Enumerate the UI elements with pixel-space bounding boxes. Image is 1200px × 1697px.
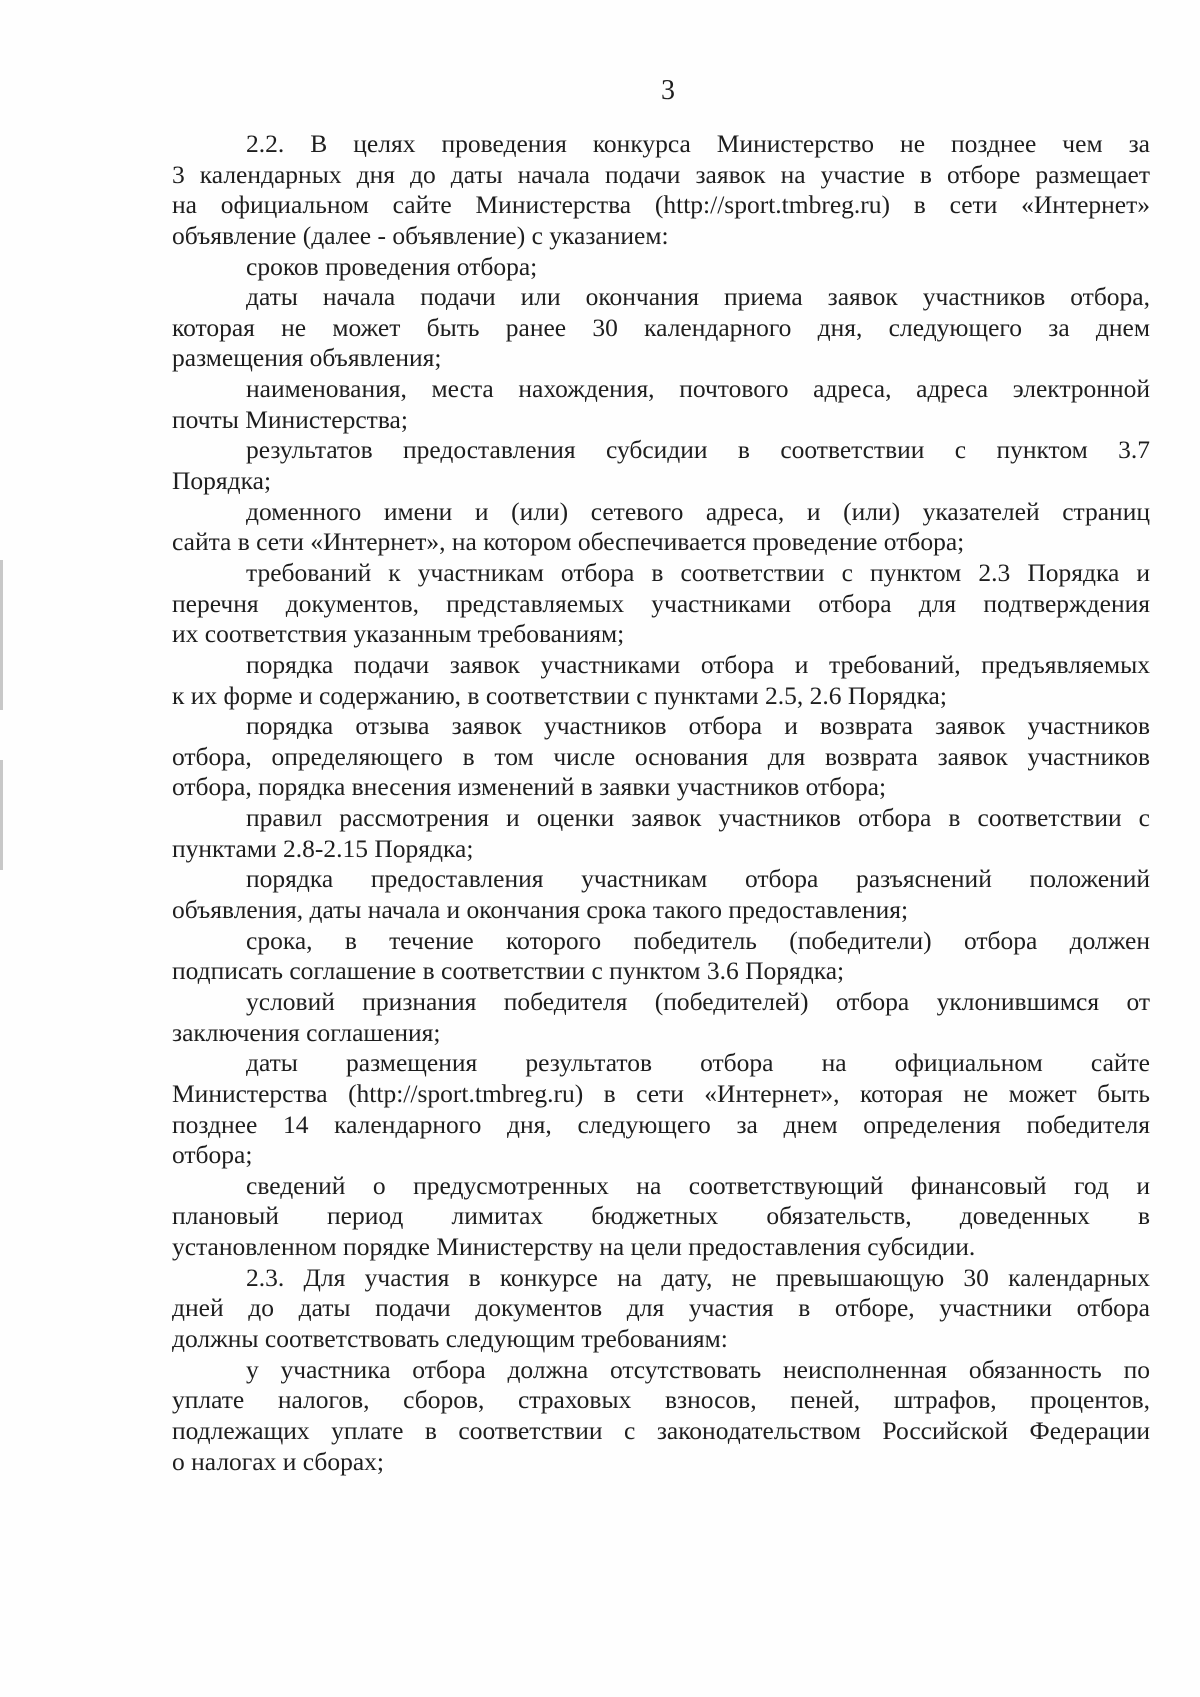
paragraph [172, 497, 1150, 558]
paragraph-line: объявления, даты начала и окончания срока такого предоставления; [172, 895, 909, 925]
paragraph-line: Министерства (http://sport.tmbreg.ru) в сети «Интернет», которая не может быть [172, 1078, 1150, 1108]
paragraph-line: 2.2. В целях проведения конкурса Министерство не позднее чем за [246, 129, 1150, 158]
paragraph-line: на официальном сайте Министерства (http://sport.tmbreg.ru) в сети «Интернет» [172, 190, 1150, 220]
paragraph [172, 282, 1150, 374]
paragraph [172, 558, 1150, 650]
paragraph-line: установленном порядке Министерству на цели предоставления субсидии. [172, 1232, 976, 1262]
paragraph [172, 252, 1150, 283]
scan-edge-mark [0, 760, 3, 870]
paragraph-line: уплате налогов, сборов, страховых взносов, пеней, штрафов, процентов, [172, 1385, 1150, 1415]
paragraph-line: у участника отбора должна отсутствовать неисполненная обязанность по [246, 1354, 1150, 1384]
paragraph-line: сведений о предусмотренных на соответствующий финансовый год и [246, 1170, 1150, 1200]
paragraph-line: даты начала подачи или окончания приема заявок участников отбора, [246, 282, 1150, 312]
paragraph-line: подписать соглашение в соответствии с пунктом 3.6 Порядка; [172, 956, 845, 986]
paragraph-line: даты размещения результатов отбора на официальном сайте [246, 1048, 1150, 1078]
paragraph-line: Порядка; [172, 466, 272, 496]
paragraph-line: их соответствия указанным требованиям; [172, 619, 625, 649]
page-number: 3 [661, 75, 675, 106]
paragraph-line: позднее 14 календарного дня, следующего за днем определения победителя [172, 1109, 1150, 1139]
paragraph-line: размещения объявления; [172, 343, 442, 373]
paragraph-line: перечня документов, представляемых участниками отбора для подтверждения [172, 588, 1150, 618]
paragraph [172, 374, 1150, 435]
paragraph-line: подлежащих уплате в соответствии с законодательством Российской Федерации [172, 1415, 1150, 1445]
paragraph-line: 3 календарных дня до даты начала подачи заявок на участие в отборе размещает [172, 159, 1150, 189]
paragraph-line: объявление (далее - объявление) с указанием: [172, 220, 669, 250]
paragraph-line: должны соответствовать следующим требованиям: [172, 1323, 728, 1353]
paragraph-line: о налогах и сборах; [172, 1446, 384, 1476]
paragraph [172, 1355, 1150, 1478]
document-body [172, 129, 1150, 1477]
paragraph-line: отбора; [172, 1140, 253, 1170]
paragraph [172, 803, 1150, 864]
paragraph-line: порядка предоставления участникам отбора разъяснений положений [246, 864, 1150, 894]
paragraph [172, 129, 1150, 252]
paragraph [172, 1048, 1150, 1171]
paragraph-line: порядка подачи заявок участниками отбора и требований, предъявляемых [246, 649, 1150, 679]
paragraph-line: заключения соглашения; [172, 1017, 441, 1047]
scan-edge-mark [0, 560, 3, 710]
paragraph-line: плановый период лимитах бюджетных обязательств, доведенных в [172, 1201, 1150, 1231]
paragraph [172, 1263, 1150, 1355]
paragraph [172, 864, 1150, 925]
paragraph-line: сайта в сети «Интернет», на котором обеспечивается проведение отбора; [172, 527, 965, 557]
paragraph [172, 1171, 1150, 1263]
paragraph [172, 711, 1150, 803]
paragraph-line: требований к участникам отбора в соответствии с пунктом 2.3 Порядка и [246, 557, 1150, 587]
paragraph-line: результатов предоставления субсидии в соответствии с пунктом 3.7 [246, 435, 1150, 465]
paragraph-line: пунктами 2.8-2.15 Порядка; [172, 833, 474, 863]
paragraph-line: наименования, места нахождения, почтового адреса, адреса электронной [246, 374, 1150, 404]
paragraph [172, 987, 1150, 1048]
paragraph-line: условий признания победителя (победителей) отбора уклонившимся от [246, 986, 1150, 1016]
paragraph [172, 435, 1150, 496]
paragraph-line: правил рассмотрения и оценки заявок участников отбора в соответствии с [246, 803, 1150, 833]
paragraph [172, 926, 1150, 987]
paragraph [172, 650, 1150, 711]
paragraph-line: отбора, определяющего в том числе основания для возврата заявок участников [172, 741, 1150, 771]
paragraph-line: которая не может быть ранее 30 календарного дня, следующего за днем [172, 312, 1150, 342]
paragraph-line: 2.3. Для участия в конкурсе на дату, не превышающую 30 календарных [246, 1262, 1150, 1292]
paragraph-line: порядка отзыва заявок участников отбора и возврата заявок участников [246, 711, 1150, 741]
paragraph-line: к их форме и содержанию, в соответствии с пунктами 2.5, 2.6 Порядка; [172, 680, 947, 710]
paragraph-line: сроков проведения отбора; [246, 251, 538, 281]
paragraph-line: доменного имени и (или) сетевого адреса, и (или) указателей страниц [246, 496, 1150, 526]
paragraph-line: отбора, порядка внесения изменений в заявки участников отбора; [172, 772, 887, 802]
paragraph-line: срока, в течение которого победитель (победители) отбора должен [246, 925, 1150, 955]
paragraph-line: почты Министерства; [172, 404, 408, 434]
paragraph-line: дней до даты подачи документов для участия в отборе, участники отбора [172, 1293, 1150, 1323]
